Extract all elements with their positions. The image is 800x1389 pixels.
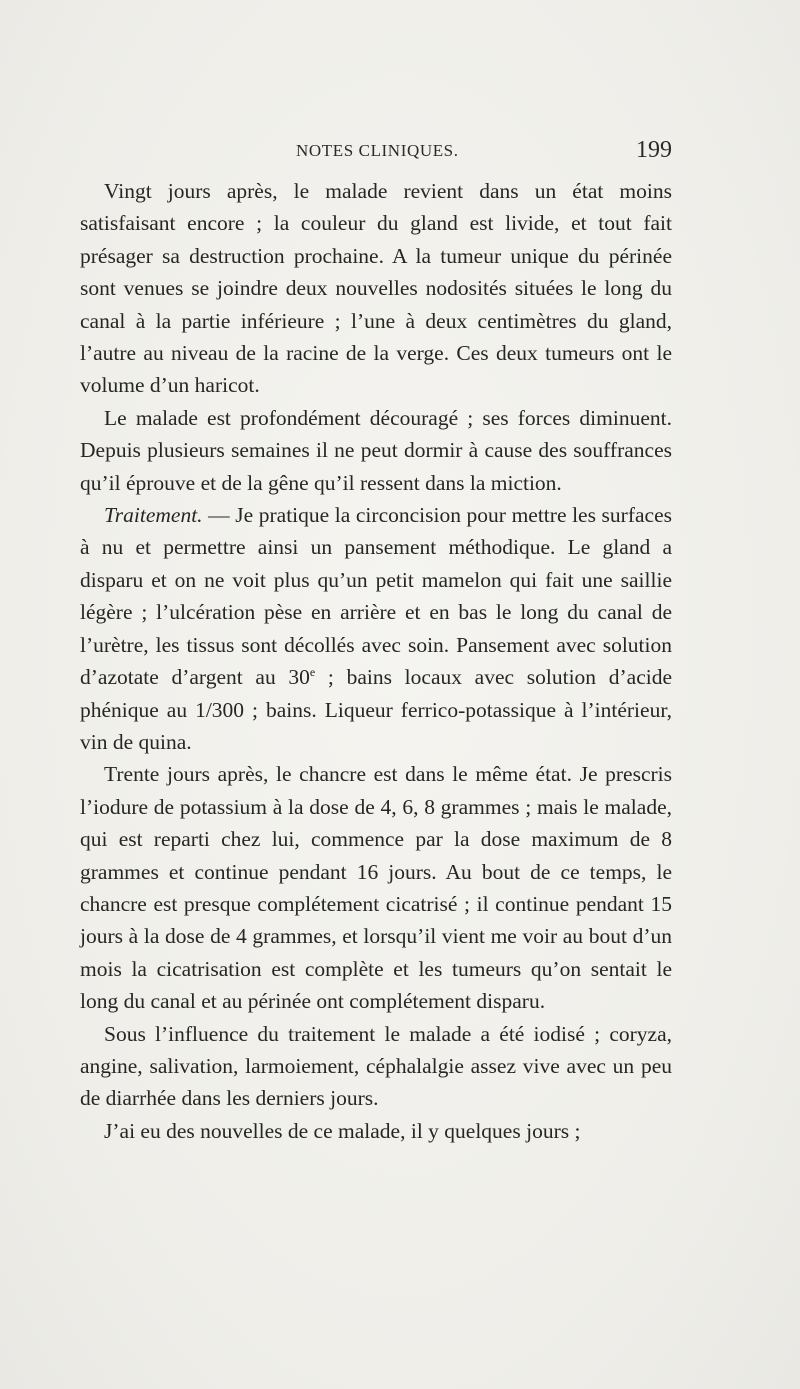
running-title: NOTES CLINIQUES.: [296, 141, 459, 160]
paragraph-3: [80, 499, 672, 758]
paragraph-6: J’ai eu des nouvelles de ce malade, il y quelques jours ;: [104, 1118, 581, 1143]
paragraph-2: Le malade est profondément découragé ; ses forces diminuent. Depuis plusieurs semaines il ne peut dormir à cause des souffrances qu’il éprouve et de la gêne qu’il ressent dans la miction.: [80, 405, 672, 495]
paragraph-4: Trente jours après, le chancre est dans le même état. Je prescris l’iodure de potassium à la dose de 4, 6, 8 grammes ; mais le malade, qui est reparti chez lui, commence par la dose maximum de 8 grammes et continue pendant 16 jours. Au bout de ce temps, le chancre est presque complétement cicatrisé ; il continue pendant 15 jours à la dose de 4 grammes, et lorsqu’il vient me voir au bout d’un mois la cicatrisation est complète et les tumeurs qu’on sentait le long du canal et au périnée ont complétement disparu.: [80, 762, 672, 1014]
paragraph-5: Sous l’influence du traitement le malade a été iodisé ; coryza, angine, salivation, larmoiement, céphalalgie assez vive avec un peu de diarrhée dans les derniers jours.: [80, 1021, 672, 1111]
paragraph-3-text-b: ; bains locaux avec solution d’acide phénique au 1/300 ; bains. Liqueur ferrico-potassique à l’intérieur, vin de quina.: [80, 665, 673, 754]
page-header: [80, 137, 672, 171]
treatment-label: Traitement.: [104, 503, 203, 528]
paragraph-1: Vingt jours après, le malade revient dans un état moins satisfaisant encore ; la couleur du gland est livide, et tout fait présager sa destruction prochaine. A la tumeur unique du périnée sont venues se joindre deux nouvelles nodosités situées le long du canal à la partie inférieure ; l’une à deux centimètres du gland, l’autre au niveau de la racine de la verge. Ces deux tumeurs ont le volume d’un haricot.: [80, 179, 672, 398]
paragraph-3-text-a: — Je pratique la circoncision pour mettre les surfaces à nu et permettre ainsi un pansement méthodique. Le gland a disparu et on ne voit plus qu’un petit mamelon qui fait une saillie légère ; l’ulcération pèse en arrière et en bas le long du canal de l’urètre, les tissus sont décollés avec soin. Pansement avec solution d’azotate d’argent au 30: [80, 503, 672, 690]
body-text: [80, 175, 672, 1147]
ordinal-superscript: e: [309, 664, 316, 679]
page-number: 199: [636, 137, 672, 163]
